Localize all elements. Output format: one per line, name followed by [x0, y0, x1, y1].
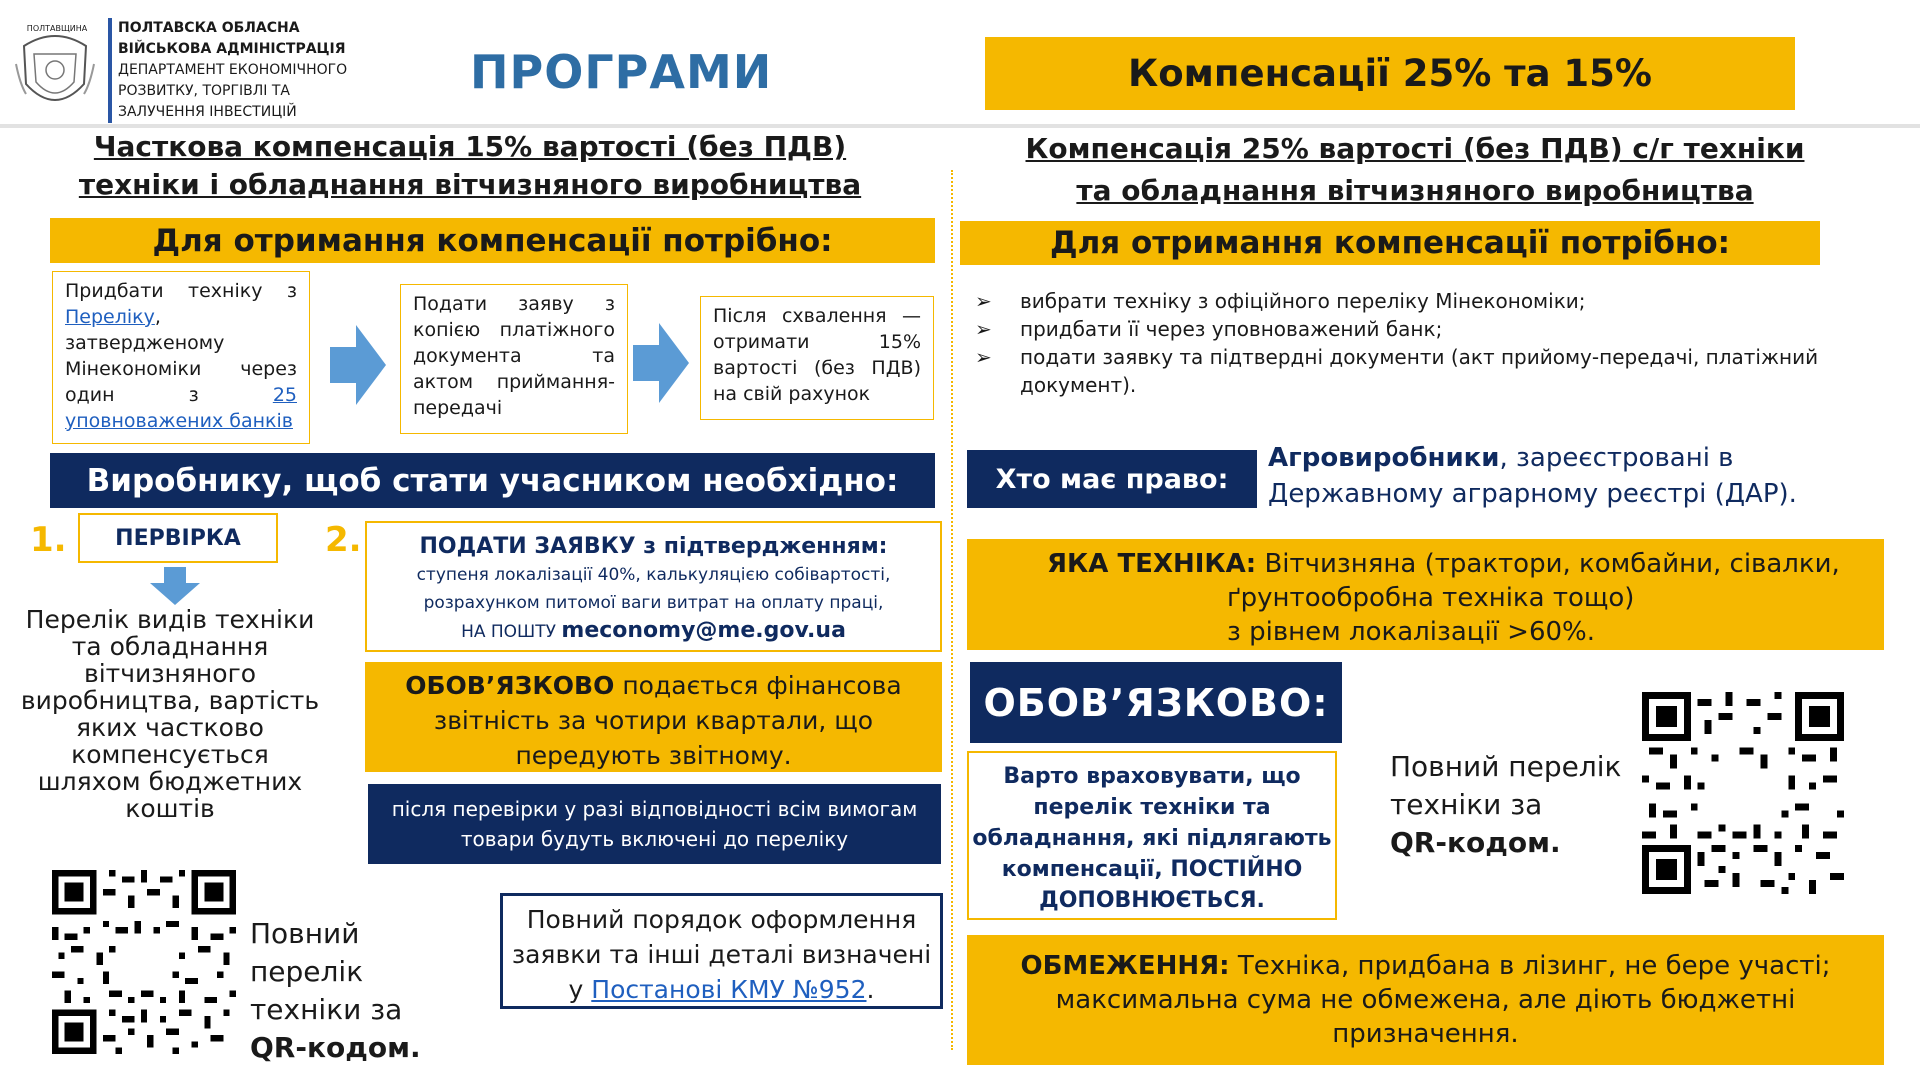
- resolution-952-link[interactable]: Постанові КМУ №952: [591, 975, 867, 1004]
- limit-text: Техніка, придбана в лізинг, не бере участі; максимальна сума не обмежена, але діють бюджетні призначення.: [1055, 951, 1831, 1049]
- step-number: 2.: [325, 520, 362, 560]
- list-item: [975, 343, 1855, 399]
- right-heading-line: та обладнання вітчизняного виробництва: [1076, 174, 1754, 207]
- mandatory-bold: ОБОВ’ЯЗКОВО: [405, 671, 615, 700]
- order-text: Повний порядок оформлення заявки та інші деталі визначені у: [511, 905, 932, 1004]
- list-item: [975, 287, 1855, 315]
- arrow-right-icon: [633, 323, 689, 403]
- apply-email-prefix: НА ПОШТУ: [461, 622, 562, 642]
- list-item: [975, 315, 1855, 343]
- equipment-types-text: Перелік видів техніки та обладнання вітчизняного виробництва, вартість яких частково компенсується шляхом бюджетних коштів: [20, 605, 320, 823]
- tech-line: з рівнем локалізації >60%.: [1227, 617, 1596, 647]
- organization-name: [108, 18, 358, 123]
- step-text: Придбати техніку з: [65, 280, 297, 302]
- apply-title: ПОДАТИ ЗАЯВКУ з підтвердженням:: [419, 534, 888, 559]
- org-line: РОЗВИТКУ, ТОРГІВЛІ ТА: [118, 83, 290, 99]
- arrow-bullet-icon: ➢: [975, 317, 992, 341]
- mandatory-text: подається фінансова звітність за чотири квартали, що передують звітному.: [433, 671, 902, 770]
- step-receive-box: Після схвалення — отримати 15% вартості (без ПДВ) на свій рахунок: [700, 296, 934, 420]
- step-number: 1.: [30, 520, 67, 560]
- apply-email-line: [367, 617, 940, 646]
- right-requirements-banner: Для отримання компенсації потрібно:: [960, 221, 1820, 265]
- left-heading: [60, 128, 880, 204]
- qr-right-caption: [1390, 748, 1630, 862]
- qr-caption-line: Повний перелік: [1390, 750, 1622, 783]
- arrow-down-icon: [150, 567, 200, 605]
- order-end: .: [866, 975, 875, 1004]
- page-title: ПРОГРАМИ: [470, 45, 773, 99]
- left-heading-line: техніки і обладнання вітчизняного виробництва: [78, 168, 862, 201]
- producer-banner: Виробнику, щоб стати учасником необхідно:: [50, 453, 935, 508]
- list-item-text: придбати її через уповноважений банк;: [1020, 317, 1443, 341]
- qr-code-right[interactable]: [1642, 692, 1844, 894]
- submit-application-box: [365, 521, 942, 652]
- qr-caption-line: Повний перелік: [250, 917, 364, 988]
- crest-icon: [12, 24, 98, 120]
- step-purchase-box: [52, 271, 310, 444]
- arrow-right-icon: [330, 325, 386, 405]
- email-link[interactable]: meconomy@me.gov.ua: [561, 618, 846, 643]
- limitations-box: [967, 935, 1884, 1065]
- step-text: , затвердженому Мінекономіки через один з: [65, 306, 297, 406]
- list-item-text: подати заявку та підтвердні документи (акт прийому-передачі, платіжний документ).: [1020, 345, 1819, 397]
- limit-bold: ОБМЕЖЕННЯ:: [1020, 951, 1230, 981]
- tech-line: [987, 547, 1864, 581]
- left-requirements-banner: Для отримання компенсації потрібно:: [50, 218, 935, 263]
- column-divider: [951, 170, 953, 1050]
- qr-caption-line: техніки за: [250, 993, 403, 1026]
- list-item-text: вибрати техніку з офіційного переліку Мінекономіки;: [1020, 289, 1586, 313]
- eligibility-label: Хто має право:: [967, 450, 1257, 508]
- eligibility-bold: Агровиробники: [1268, 443, 1500, 473]
- mandatory-label: ОБОВ’ЯЗКОВО:: [970, 662, 1342, 743]
- eligibility-rest: , зареєстровані в Державному аграрному реєстрі (ДАР).: [1268, 443, 1797, 509]
- arrow-bullet-icon: ➢: [975, 289, 992, 313]
- equipment-type-box: [967, 539, 1884, 650]
- right-heading: [1010, 128, 1820, 212]
- qr-caption-line: техніки за: [1390, 788, 1543, 821]
- left-heading-line: Часткова компенсація 15% вартості (без ПДВ): [93, 130, 847, 163]
- step-apply-box: Подати заяву з копією платіжного документа та актом приймання-передачі: [400, 284, 628, 434]
- after-check-note: після перевірки у разі відповідності всім вимогам товари будуть включені до переліку: [368, 784, 941, 864]
- check-label: ПЕРВІРКА: [78, 513, 278, 563]
- mandatory-financial-report: [365, 662, 942, 772]
- apply-body: ступеня локалізації 40%, калькуляцією собівартості, розрахунком питомої ваги витрат на оплату праці,: [416, 565, 891, 613]
- qr-caption-bold: QR-кодом.: [1390, 826, 1561, 859]
- region-crest-logo: [12, 24, 98, 120]
- qr-caption-bold: QR-кодом.: [250, 1031, 421, 1064]
- org-line: ДЕПАРТАМЕНТ ЕКОНОМІЧНОГО: [118, 62, 348, 78]
- tech-line: ґрунтообробна техніка тощо): [1227, 583, 1635, 613]
- org-line: ЗАЛУЧЕННЯ ІНВЕСТИЦІЙ: [118, 104, 297, 120]
- arrow-bullet-icon: ➢: [975, 345, 992, 369]
- org-line: ПОЛТАВСКА ОБЛАСНА: [118, 20, 300, 36]
- right-heading-line: Компенсація 25% вартості (без ПДВ) с/г техніки: [1025, 132, 1805, 165]
- tech-text: Вітчизняна (трактори, комбайни, сівалки,: [1256, 549, 1840, 579]
- eligibility-text: [1268, 440, 1888, 512]
- qr-left-caption: [250, 915, 480, 1067]
- compensation-banner: Компенсації 25% та 15%: [985, 37, 1795, 110]
- requirements-list: [975, 287, 1855, 399]
- equipment-list-link[interactable]: Переліку: [65, 306, 155, 328]
- order-details-box: [500, 893, 943, 1009]
- org-line: ВІЙСЬКОВА АДМІНІСТРАЦІЯ: [118, 41, 346, 57]
- crest-caption: ПОЛТАВЩИНА: [26, 24, 88, 33]
- qr-code-left[interactable]: [52, 870, 236, 1054]
- authorized-banks-link[interactable]: 25 уповноважених банків: [65, 384, 297, 432]
- list-updates-note: Варто враховувати, що перелік техніки та обладнання, які підлягають компенсації, ПОСТІЙНО ДОПОВНЮЄТЬСЯ.: [967, 751, 1337, 920]
- tech-bold: ЯКА ТЕХНІКА:: [1047, 549, 1257, 579]
